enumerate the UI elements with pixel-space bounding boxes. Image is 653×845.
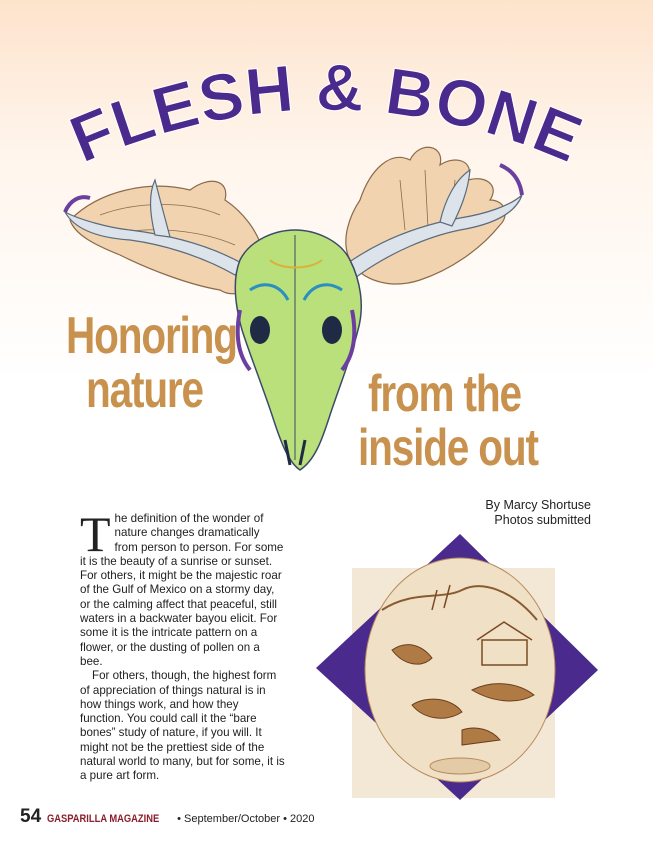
subhead-line-2: nature xyxy=(86,361,203,419)
subhead-line-4: inside out xyxy=(358,419,538,477)
page-number: 54 xyxy=(20,806,42,827)
article-paragraph-1 xyxy=(80,506,285,669)
paragraph-1-text: he definition of the wonder of nature changes dramatically from person to person. For some it is the beauty of a sunrise or sunset. For others, it might be the majestic roar of the Gulf of Mexico on a stormy day, or the calming affect that peaceful, still waters in a backwater bayou elicit. For some it is the intricate pattern on a flower, or the dusting of pollen on a bee. xyxy=(80,512,284,668)
byline xyxy=(485,498,591,528)
byline-photos: Photos submitted xyxy=(494,513,591,527)
subhead-line-1: Honoring xyxy=(66,307,237,365)
subhead-line-3: from the xyxy=(368,365,521,423)
article-paragraph-2: For others, though, the highest form of appreciation of things natural is in how things work, and how they function. You could call it the “bare bones” study of nature, if you will. It might not be the prettiest side of the natural world to many, but for some, it is a pure art form. xyxy=(80,669,285,783)
drop-cap: T xyxy=(80,506,111,562)
magazine-name: GASPARILLA MAGAZINE xyxy=(47,813,160,825)
headline-title: FLESH & BONE xyxy=(59,60,594,177)
page-footer xyxy=(20,806,314,828)
article-body xyxy=(80,506,285,784)
carved-bone-art xyxy=(365,558,555,782)
issue-date: • September/October • 2020 xyxy=(177,813,315,825)
byline-author: By Marcy Shortuse xyxy=(485,498,591,512)
skull-drawing xyxy=(235,230,361,470)
carved-skull-photo xyxy=(312,530,602,802)
